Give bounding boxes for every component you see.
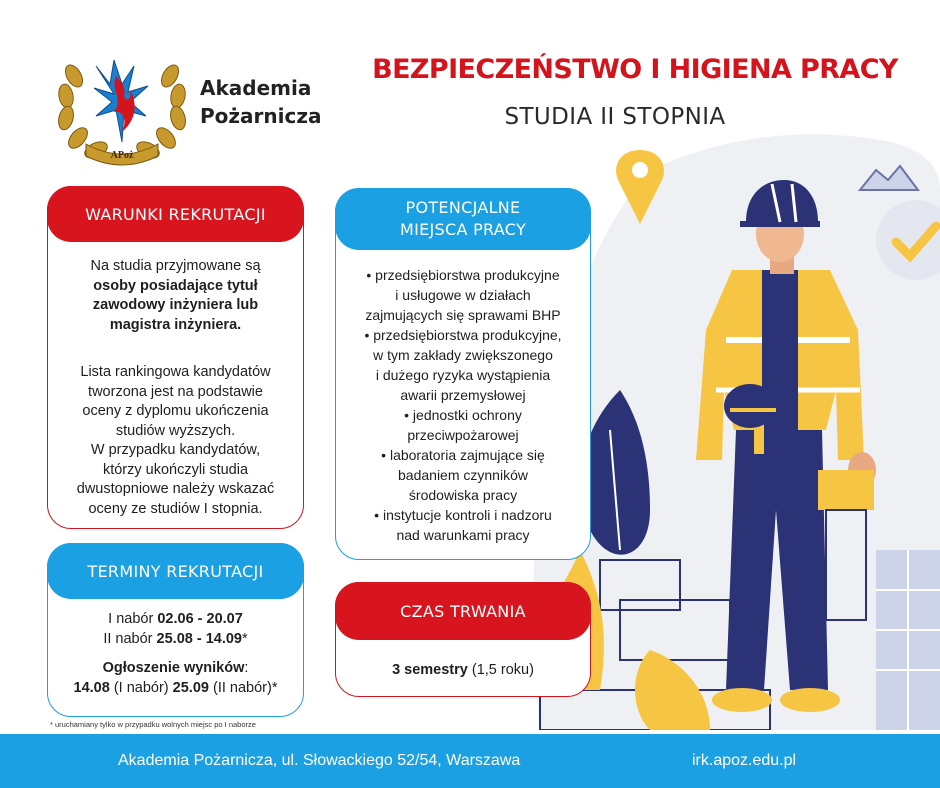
card-terminy-heading-text: TERMINY REKRUTACJI (87, 561, 264, 581)
wyniki-dates (48, 679, 303, 699)
nabor-2-mark: * (242, 630, 248, 647)
miejsca-line: i dużego ryzyka wystąpienia (375, 367, 551, 383)
terminy-body (48, 610, 303, 698)
footer-bar (0, 734, 940, 788)
nabor-2-label: II nabór (103, 630, 157, 647)
warunki-line: oceny z dyplomu ukończenia (82, 403, 269, 419)
terminy-footnote: * uruchamiany tylko w przypadku wolnych miejsc po I naborze (50, 720, 256, 729)
card-czas-heading (335, 582, 591, 640)
miejsca-line: badaniem czynników (398, 467, 528, 483)
brand-name-line1: Akademia (200, 76, 312, 100)
miejsca-line: • instytucje kontroli i nadzoru (374, 507, 552, 523)
wyniki-label: Ogłoszenie wyników (102, 660, 245, 676)
logo-caption: APoż (110, 150, 134, 161)
card-warunki-heading (47, 186, 304, 242)
warunki-intro: Na studia przyjmowane są (90, 258, 261, 274)
miejsca-line: • laboratoria zajmujące się (381, 447, 545, 463)
footer-website-link[interactable]: irk.apoz.edu.pl (692, 752, 797, 769)
miejsca-line: nad warunkami pracy (396, 527, 530, 543)
warunki-line: którzy ukończyli studia (102, 461, 249, 478)
card-warunki-heading-text: WARUNKI REKRUTACJI (85, 204, 266, 224)
warunki-bold-1: osoby posiadające tytuł (93, 277, 258, 294)
miejsca-line: w tym zakłady zwiększonego (373, 347, 553, 363)
miejsca-line: środowiska pracy (408, 487, 518, 503)
wyniki-date-2: 25.09 (172, 679, 209, 696)
nabor-1-dates: 02.06 - 20.07 (157, 611, 243, 627)
card-czas-heading-text: CZAS TRWANIA (400, 601, 526, 621)
card-miejsca-heading-line1: POTENCJALNE (405, 198, 521, 217)
card-terminy-rekrutacji (47, 543, 304, 717)
card-miejsca-pracy (335, 188, 591, 560)
wyniki-heading (48, 659, 303, 679)
warunki-details (56, 363, 295, 519)
card-terminy-heading (47, 543, 304, 599)
czas-value-rest: (1,5 roku) (467, 662, 534, 678)
miejsca-line: • przedsiębiorstwa produkcyjne, (364, 327, 562, 343)
brand-name (200, 74, 321, 130)
czas-value (344, 661, 582, 681)
wyniki-colon: : (244, 660, 249, 676)
warunki-line: dwustopniowe należy wskazać (76, 481, 275, 497)
card-miejsca-heading-line2: MIEJSCA PRACY (399, 220, 527, 239)
miejsca-line: przeciwpożarowej (407, 427, 519, 443)
brand-name-line2: Pożarnicza (200, 104, 322, 128)
footer-address: Akademia Pożarnicza, ul. Słowackiego 52/54, Warszawa (118, 752, 521, 769)
card-warunki-rekrutacji (47, 186, 304, 529)
warunki-bold-3: magistra inżyniera. (109, 316, 242, 333)
warunki-line: tworzona jest na podstawie (88, 383, 263, 400)
miejsca-line: zajmujących się sprawami BHP (365, 307, 561, 323)
page-title: BEZPIECZEŃSTWO I HIGIENA PRACY (372, 54, 898, 85)
wyniki-note-1: (I nabór) (109, 679, 173, 696)
card-czas-trwania (335, 582, 591, 697)
miejsca-line: • przedsiębiorstwa produkcyjne (366, 267, 560, 283)
nabor-1-label: I nabór (108, 611, 158, 627)
warunki-line: studiów wyższych. (115, 422, 236, 439)
nabor-2-dates: 25.08 - 14.09 (156, 630, 242, 647)
warunki-line: Lista rankingowa kandydatów (80, 364, 271, 380)
nabor-1 (48, 610, 303, 630)
page-subtitle: STUDIA II STOPNIA (504, 104, 726, 130)
miejsca-list (340, 265, 586, 545)
wyniki-date-1: 14.08 (73, 679, 110, 696)
miejsca-line: • jednostki ochrony (404, 407, 522, 423)
academy-logo (52, 46, 192, 170)
warunki-line: W przypadku kandydatów, (90, 442, 261, 458)
warunki-intro-block (56, 257, 295, 335)
warunki-bold-2: zawodowy inżyniera lub (92, 297, 259, 313)
miejsca-line: awarii przemysłowej (400, 387, 526, 403)
wyniki-note-2: (II nabór)* (208, 679, 278, 696)
nabor-2 (48, 630, 303, 650)
czas-value-bold: 3 semestry (392, 662, 468, 678)
card-miejsca-heading (335, 188, 591, 250)
miejsca-line: i usługowe w działach (395, 287, 531, 303)
warunki-line: oceny ze studiów I stopnia. (88, 500, 263, 517)
